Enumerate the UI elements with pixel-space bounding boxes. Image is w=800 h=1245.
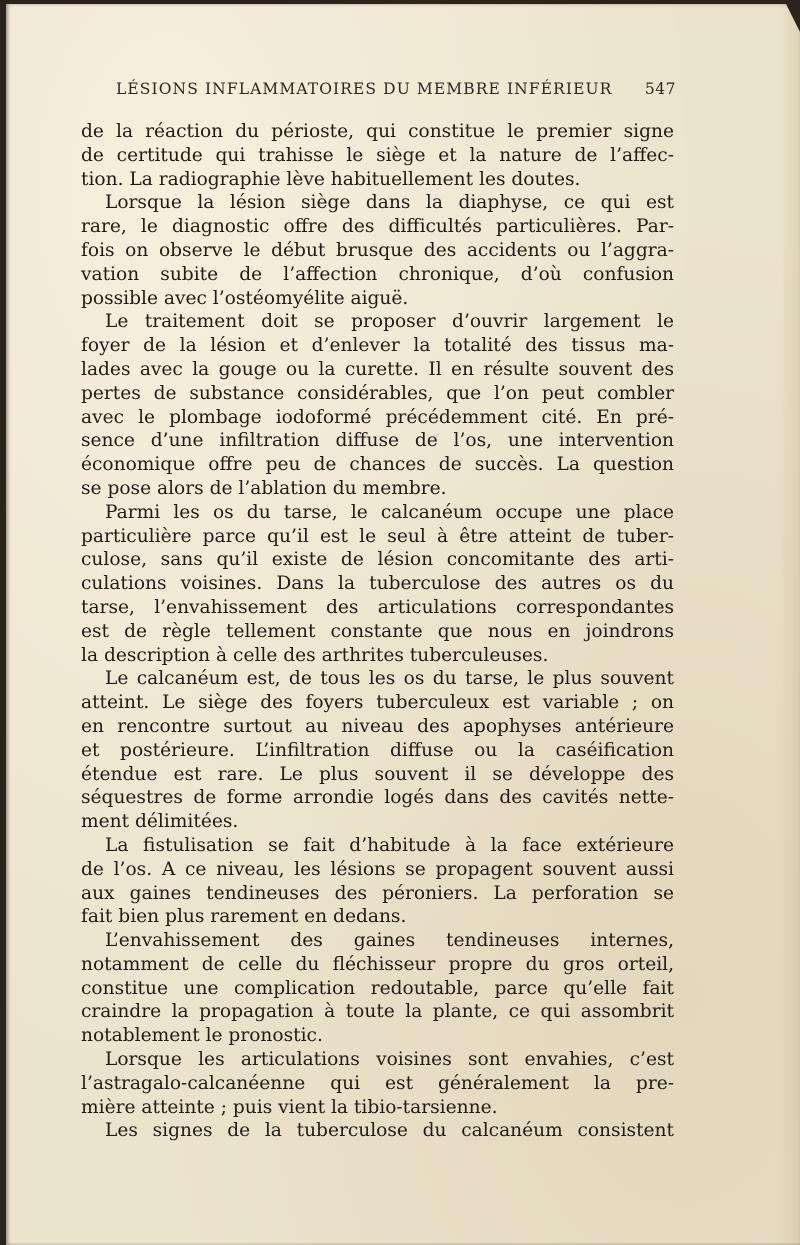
text-line: séquestres de forme arrondie logés dans des cavités nette-: [81, 787, 674, 809]
text-line: étendue est rare. Le plus souvent il se développe des: [81, 763, 674, 785]
running-title: LÉSIONS INFLAMMATOIRES DU MEMBRE INFÉRIEUR: [116, 80, 613, 98]
text-line: vation subite de l’affection chronique, d’où confusion: [81, 263, 674, 285]
text-line: de certitude qui trahisse le siège et la nature de l’affec-: [81, 144, 674, 166]
text-line: fois on observe le début brusque des accidents ou l’aggra-: [81, 239, 674, 261]
text-line: se pose alors de l’ablation du membre.: [81, 477, 447, 499]
text-line: lades avec la gouge ou la curette. Il en résulte souvent des: [81, 358, 674, 380]
text-line: possible avec l’ostéomyélite aiguë.: [81, 287, 409, 309]
running-header: [116, 80, 676, 98]
text-line: Lorsque les articulations voisines sont envahies, c’est: [105, 1049, 674, 1071]
page-corner: [786, 4, 800, 32]
text-line: tion. La radiographie lève habituellement les doutes.: [81, 168, 581, 190]
text-line: Lorsque la lésion siège dans la diaphyse, ce qui est: [105, 192, 674, 214]
text-line: mière atteinte ; puis vient la tibio-tarsienne.: [81, 1096, 498, 1118]
text-line: fait bien plus rarement en dedans.: [81, 906, 407, 928]
text-line: La fistulisation se fait d’habitude à la face extérieure: [105, 834, 674, 856]
text-line: l’astragalo-calcanéenne qui est généralement la pre-: [81, 1072, 674, 1094]
body-text: [81, 120, 674, 1143]
text-line: aux gaines tendineuses des péroniers. La perforation se: [81, 882, 674, 904]
text-line: de la réaction du périoste, qui constitue le premier signe: [81, 121, 674, 142]
text-line: est de règle tellement constante que nous en joindrons: [81, 620, 674, 642]
page-edge-shading: [778, 4, 800, 1245]
text-line: craindre la propagation à toute la plante, ce qui assombrit: [81, 1001, 674, 1023]
text-line: atteint. Le siège des foyers tuberculeux est variable ; on: [81, 692, 674, 714]
text-line: rare, le diagnostic offre des difficultés particulières. Par-: [81, 216, 674, 238]
text-line: particulière parce qu’il est le seul à être atteint de tuber-: [81, 525, 674, 547]
text-line: notablement le pronostic.: [81, 1025, 323, 1047]
text-line: sence d’une infiltration diffuse de l’os, une intervention: [81, 430, 674, 452]
text-line: et postérieure. L’infiltration diffuse ou la caséification: [81, 739, 674, 761]
text-line: de l’os. A ce niveau, les lésions se propagent souvent aussi: [81, 858, 674, 880]
text-line: notamment de celle du fléchisseur propre du gros orteil,: [81, 953, 674, 975]
text-line: avec le plombage iodoformé précédemment cité. En pré-: [81, 406, 674, 428]
text-line: en rencontre surtout au niveau des apophyses antérieure: [81, 715, 674, 737]
text-line: tarse, l’envahissement des articulations correspondantes: [81, 596, 674, 618]
text-line: culose, sans qu’il existe de lésion concomitante des arti-: [81, 549, 674, 571]
text-line: culations voisines. Dans la tuberculose des autres os du: [81, 573, 674, 595]
text-line: Parmi les os du tarse, le calcanéum occupe une place: [105, 501, 674, 523]
text-line: Les signes de la tuberculose du calcanéum consistent: [105, 1120, 674, 1142]
book-page: [6, 4, 800, 1245]
text-line: ment délimitées.: [81, 811, 239, 833]
text-line: la description à celle des arthrites tuberculeuses.: [81, 644, 549, 666]
text-line: L’envahissement des gaines tendineuses internes,: [105, 930, 674, 952]
text-line: pertes de substance considérables, que l’on peut combler: [81, 382, 674, 404]
text-line: Le traitement doit se proposer d’ouvrir largement le: [105, 311, 674, 333]
text-line: Le calcanéum est, de tous les os du tarse, le plus souvent: [105, 668, 674, 690]
text-line: foyer de la lésion et d’enlever la totalité des tissus ma-: [81, 335, 674, 357]
page-number: 547: [644, 80, 676, 98]
text-line: économique offre peu de chances de succès. La question: [81, 454, 674, 476]
text-line: constitue une complication redoutable, parce qu’elle fait: [81, 977, 674, 999]
